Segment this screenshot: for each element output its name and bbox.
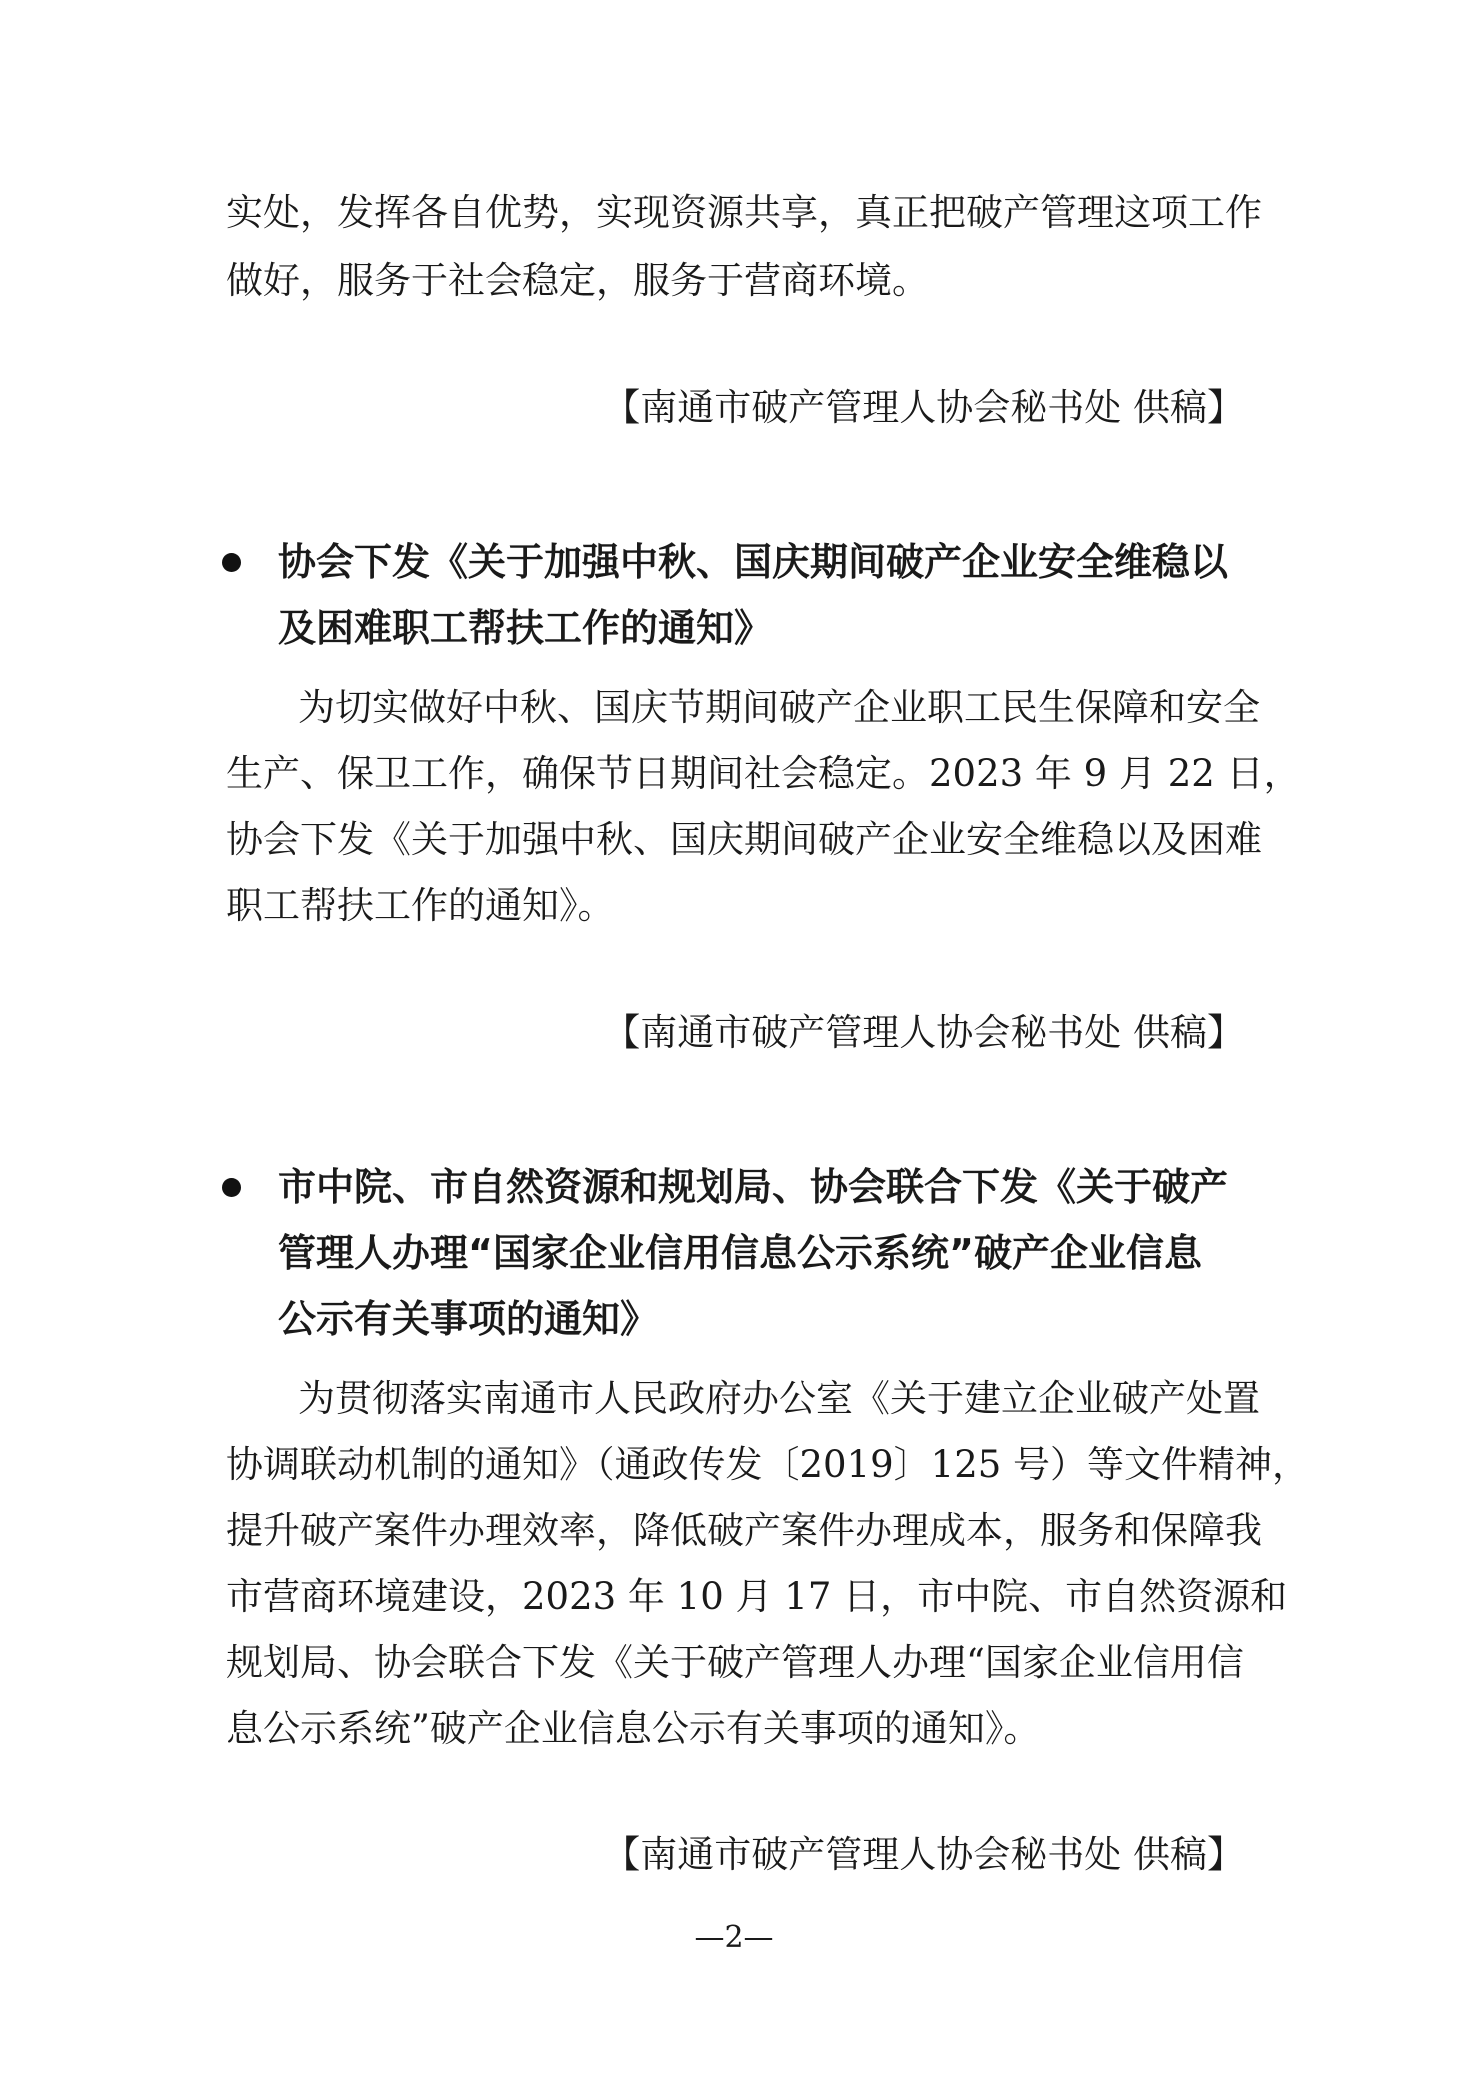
page-number: —2— — [694, 1920, 774, 1955]
section1-body-line-3: 协会下发《关于加强中秋、国庆期间破产企业安全维稳以及困难 — [226, 818, 1262, 861]
section2-heading-line-1: 市中院、市自然资源和规划局、协会联合下发《关于破产 — [278, 1165, 1229, 1209]
section2-body-line-3: 提升破产案件办理效率，降低破产案件办理成本，服务和保障我 — [226, 1509, 1262, 1552]
section2-credit: 【南通市破产管理人协会秘书处 供稿】 — [603, 1833, 1244, 1876]
intro-credit: 【南通市破产管理人协会秘书处 供稿】 — [603, 386, 1244, 429]
section2-bullet-icon — [222, 1178, 241, 1197]
section2-heading-line-3: 公示有关事项的通知》 — [278, 1297, 659, 1341]
section1-body-line-4: 职工帮扶工作的通知》。 — [226, 884, 615, 927]
section1-body-line-2: 生产、保卫工作，确保节日期间社会稳定。2023 年 9 月 22 日， — [226, 752, 1301, 795]
section1-heading-line-2: 及困难职工帮扶工作的通知》 — [278, 606, 773, 650]
intro-line-2: 做好，服务于社会稳定，服务于营商环境。 — [226, 259, 929, 302]
section2-body-line-6: 息公示系统”破产企业信息公示有关事项的通知》。 — [226, 1707, 1041, 1750]
section2-heading-line-2: 管理人办理“国家企业信用信息公示系统”破产企业信息 — [278, 1231, 1202, 1275]
section2-body-line-2: 协调联动机制的通知》（通政传发〔2019〕125 号）等文件精神， — [226, 1443, 1310, 1486]
section2-body-line-1: 为贯彻落实南通市人民政府办公室《关于建立企业破产处置 — [298, 1377, 1260, 1420]
section1-heading-line-1: 协会下发《关于加强中秋、国庆期间破产企业安全维稳以 — [278, 540, 1229, 584]
section1-bullet-icon — [222, 553, 241, 572]
section1-credit: 【南通市破产管理人协会秘书处 供稿】 — [603, 1011, 1244, 1054]
section2-body-line-5: 规划局、协会联合下发《关于破产管理人办理“国家企业信用信 — [226, 1641, 1244, 1684]
section2-body-line-4: 市营商环境建设，2023 年 10 月 17 日，市中院、市自然资源和 — [226, 1575, 1288, 1618]
section1-body-line-1: 为切实做好中秋、国庆节期间破产企业职工民生保障和安全 — [298, 686, 1260, 729]
intro-line-1: 实处，发挥各自优势，实现资源共享，真正把破产管理这项工作 — [226, 191, 1262, 234]
